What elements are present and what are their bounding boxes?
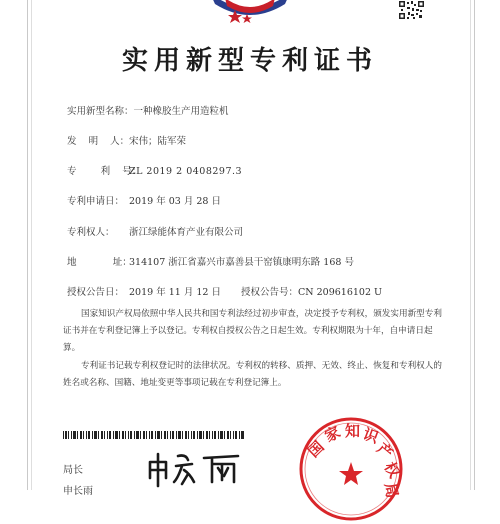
svg-text:国: 国 <box>304 437 328 461</box>
barcode-icon <box>63 431 245 439</box>
field-inventor <box>67 133 186 147</box>
field-value: 宋伟；陆军荣 <box>129 136 187 147</box>
field-value: ZL 2019 2 0408297.3 <box>129 166 243 177</box>
director-signature <box>142 448 252 488</box>
svg-text:权: 权 <box>380 459 404 482</box>
field-label: 实用新型名称： <box>67 106 134 117</box>
field-value: 一种橡胶生产用造粒机 <box>133 106 229 117</box>
grant-number-value: CN 209616102 U <box>298 287 383 298</box>
official-seal <box>296 414 406 524</box>
field-label: 发 明 人： <box>67 136 130 147</box>
svg-text:产: 产 <box>373 439 397 463</box>
svg-text:识: 识 <box>360 424 381 447</box>
qr-code-icon <box>398 0 425 20</box>
field-label: 专 利 号： <box>67 166 142 177</box>
field-value: 浙江绿能体育产业有限公司 <box>129 227 244 238</box>
field-application-date <box>67 193 221 207</box>
svg-text:家: 家 <box>321 422 344 446</box>
field-label: 地 址： <box>67 257 132 268</box>
certificate-title: 实用新型专利证书 <box>121 46 378 76</box>
grant-number-label: 授权公告号： <box>241 287 299 298</box>
svg-text:知: 知 <box>345 422 361 440</box>
field-label: 专利申请日： <box>67 196 125 207</box>
field-value: 314107 浙江省嘉兴市嘉善县干窑镇康明东路 168 号 <box>129 257 354 268</box>
grant-statement: 国家知识产权局依照中华人民共和国专利法经过初步审查，决定授予专利权，颁发实用新型专利证书并在专利登记簿上予以登记。专利权自授权公告之日起生效。专利权期限为十年，自申请日起算。 <box>63 309 442 353</box>
director-label: 局长 <box>63 465 83 476</box>
field-value: 2019 年 03 月 28 日 <box>129 196 221 207</box>
field-address <box>67 254 354 268</box>
field-grant <box>67 284 382 298</box>
field-patent-number <box>67 163 242 177</box>
field-utility-model-name <box>67 103 229 117</box>
field-label: 专利权人： <box>67 227 115 238</box>
grant-date-value: 2019 年 11 月 12 日 <box>129 287 221 298</box>
field-patentee <box>67 224 243 238</box>
grant-date-label: 授权公告日： <box>67 287 125 298</box>
svg-text:局: 局 <box>381 481 402 500</box>
emblem-icon <box>195 0 305 23</box>
director-name-printed: 申长雨 <box>63 486 93 497</box>
legal-status-statement: 专利证书记载专利权登记时的法律状况。专利权的转移、质押、无效、终止、恢复和专利权人的姓名或名称、国籍、地址变更等事项记载在专利登记簿上。 <box>63 361 442 388</box>
